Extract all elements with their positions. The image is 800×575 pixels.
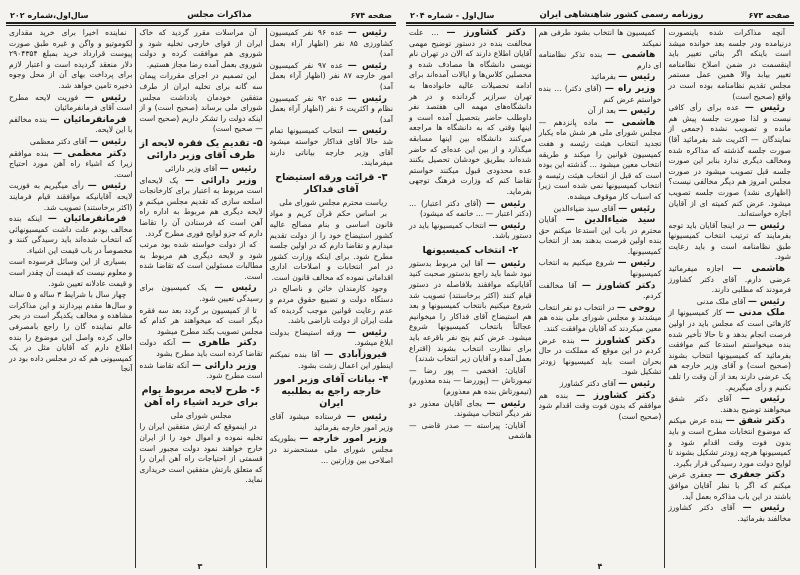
speaker-name: دکتر معظمی —: [53, 148, 127, 159]
paragraph-text: آقا بنده نمیکنم اینطور این اعمال زشت بشود.: [269, 350, 393, 370]
paragraph-text: در اینجا آقایان باید توجه بفرمایند که ترتیب انتخاب کمیسیونها طبق نظامنامه است و باید رعایت شود.: [668, 220, 791, 262]
section-heading: ۵- تقدیم یک فقره لایحه از طرف آقای وزیر دارائی: [139, 137, 263, 161]
speaker-name: فیروزآبادی —: [324, 350, 387, 361]
speaker-name: وزیر دارائی —: [192, 360, 257, 371]
speaker-name: وزیر دارائی —: [184, 175, 257, 186]
paragraph-text: که از دولت خواسته شده بود مرتب شود و لایحه دیگری هم مربوط به مطالبات مسئولین است که تقاضا شده است.: [139, 240, 263, 281]
left-page-header: [6, 6, 396, 20]
paragraph-text: بنده موافقم زیرا که اشیاء راه آهن مورد احتیاج است.: [9, 148, 133, 179]
right-page-number: ۴: [597, 562, 603, 571]
paragraph-text: بنده هم موافقم که بدون فوت وقت اقدام شود (صحیح است): [538, 390, 662, 421]
header-rule: [406, 22, 794, 26]
paragraph-text: آقای دکتر کشاورز: [559, 379, 616, 388]
text-column: [406, 28, 536, 568]
paragraph-text: آقای دکتر معظمی: [29, 136, 87, 146]
paragraph-text: انتخاب کمیسیونها تمام شد حالا آقای فداکار خواسته میشود آقای وزیر خارجه بیاناتی دارند میفرمایند.: [269, 126, 393, 168]
speaker-name: فرمانفرمائیان —: [50, 114, 127, 125]
paragraph-text: عده ۹۷ نفر کمیسیون امور خارجه ۸۷ نفر (اظهار آراء بعمل آمد): [269, 60, 393, 91]
paragraph: [9, 115, 132, 136]
left-page-number: ۳: [197, 562, 203, 571]
paragraph: [9, 214, 132, 256]
speaker-name: رئیس —: [486, 198, 526, 209]
speaker-name: رئیس —: [486, 398, 526, 409]
speaker-name: فرمانفرمائیان —: [47, 214, 127, 225]
paragraph: [668, 297, 791, 308]
speaker-name: رئیس —: [347, 93, 387, 104]
paragraph: [270, 284, 393, 326]
speaker-name: رئیس —: [488, 220, 526, 231]
speaker-name: هاشمی —: [607, 50, 656, 61]
paragraph: [9, 181, 132, 213]
paragraph-text: کار کمیسیونها از کارهائی است که مجلس باید در اولین فرصت انجام بدهد و تا حالا تأخیر شده بنده میخواستم استدعا کنم موافقت بفرمائید که کمیسیونها انتخاب بشوند (صحیح است) و آقای وزیر خارجه هم یک عرضی دارند بعد از آن وقت را تلف نکنیم و رأی میگیریم.: [668, 308, 791, 392]
paragraph: [9, 257, 132, 289]
paragraph-text: بعد از آن: [587, 106, 616, 116]
paragraph-text: بسیاری از این وسائل فرسوده است و معلوم نیست که قیمت آن چقدر است و قیمت عادلانه تعیین شود.: [9, 257, 133, 288]
paragraph-text: فرستاده میشود آقای وزیر امور خارجه بفرمائید: [269, 412, 393, 432]
speaker-name: رئیس —: [618, 106, 656, 117]
speaker-name: رئیس —: [89, 136, 127, 147]
paragraph: [409, 199, 532, 220]
paragraph-text: اجازه میفرمائید عرضی دارم. آقای دکتر کشاورز فرمودند که مطلبی دارند.: [668, 264, 791, 295]
paragraph: [668, 308, 791, 393]
paragraph: [668, 103, 791, 220]
paragraph-text: رأی میگیریم به فوریت لایحه آقایانیکه موافقند قیام فرمایند (اکثر برخاستند) تصویب شد.: [9, 181, 133, 212]
paragraph: [668, 264, 791, 296]
paragraph: [9, 137, 132, 148]
paragraph: [539, 281, 662, 302]
speaker-name: روحی —: [616, 302, 656, 313]
paragraph-text: چهار سال با شرایط ۳ ساله و ۵ ساله و سال‌ها مقدم بپردازند و این مذاکرات مشاهده و مخالف یکدیگر است در بحر عالم نماینده گان را راجع بامصرفی خالی کرده واصل این موضوع را بنده اطلاع دارم که آقایان مثل در یک کمیسیونی هم که در مجلس داده بود در آنجا: [9, 290, 133, 374]
speaker-name: رئیس —: [347, 60, 387, 71]
paragraph-text: اینکه بنده مخالف بودم علت داشت کمیسیونهائی که انتخاب شده‌اند باید رسیدگی کنند و مخصوصاً در باب قیمت این اشیاء.: [9, 214, 133, 255]
paragraph: [668, 221, 791, 263]
paragraph-text: یک کمیسیون برای رسیدگی تعیین شود.: [139, 283, 263, 304]
speaker-name: هاشمی —: [604, 117, 656, 128]
speaker-name: رئیس —: [740, 394, 785, 405]
paragraph-text: بنده عرض میکنم که موضوع انتخابات مطرح است و باید بدون فوت وقت اقدام شود و کمیسیونها هرچه زودتر تشکیل بشوند تا لوایح دولت مورد رسیدگی قرار بگیرد.: [668, 416, 791, 468]
paragraph-text: شروع میکنیم به انتخاب کمیسیونها: [538, 258, 662, 279]
paragraph-text: ورقه استیضاح بدولت ابلاغ میشود.: [269, 327, 393, 348]
paragraph-text: آقا این مربوط بدستور نبود شما باید راجع بدستور صحبت کنید آقایانیکه موافقند بلافاصله در دستور قیام کنند (اکثر برخاستند) تصویب شد شروع میکنیم بانتخاب کمیسیونها و بعد هم استیضاح آقای فداکار را میخوانیم عجالتاً بانتخاب کمیسیونها شروع میشود. عرض کنم پنج نفر باقرعه باید برای نظارت انتخاب بشوند (اقتراع بعمل آمده و آقایان زیر انتخاب شدند): [408, 258, 532, 364]
speaker-name: وزیر راه —: [604, 83, 656, 94]
page-label: صفحه ۶۷۳: [748, 11, 790, 20]
paragraph: [270, 198, 393, 209]
right-page: [400, 0, 800, 575]
newspaper-title: روزنامه رسمی کشور شاهنشاهی ایران: [539, 10, 704, 20]
speaker-name: ملک مدنی —: [725, 308, 786, 319]
paragraph: [539, 258, 662, 279]
speaker-name: دکتر کشاورز —: [580, 335, 656, 346]
paragraph: [668, 503, 791, 524]
paragraph: [139, 176, 262, 240]
text-column: [536, 28, 666, 568]
section-heading: ۲- انتخاب کمیسیونها: [422, 244, 519, 256]
paragraph: [139, 283, 262, 304]
speaker-name: رئیس —: [618, 379, 656, 389]
paragraph-text: مجلس شورای ملی: [170, 410, 232, 420]
speaker-name: وزیر امور خارجه —: [299, 434, 387, 445]
paragraph: [409, 421, 532, 442]
paragraph-text: آن مراسلات مقرر گردید که خاک ایران از قوای خارجی تخلیه شود و شوروی هم موافقت کرده و دولت شوروی بعمل آمده رضا مجاز هستیم.: [139, 28, 263, 69]
right-page-header: [406, 6, 794, 20]
paragraph: [270, 94, 393, 126]
paragraph: [270, 434, 393, 466]
paragraph-text: آقایان محترم در باب این استدعا میکنم حق بنده اولین فرصت بدهند بعد از انتخاب کمیسیونها.: [538, 215, 662, 256]
speaker-name: رئیس —: [347, 28, 387, 38]
paragraph: [539, 215, 662, 257]
speaker-name: سید ضیاءالدین —: [565, 215, 656, 226]
paragraph: [539, 50, 662, 71]
paragraph: [668, 28, 791, 102]
paragraph-text: آقا مخالفت کردم.: [538, 280, 662, 301]
speaker-name: رئیس —: [346, 412, 387, 423]
speaker-name: هاشمی —: [732, 264, 785, 275]
left-columns: [6, 28, 396, 568]
section-title: مذاکرات مجلس: [187, 10, 252, 20]
speaker-name: دکتر طاهری —: [181, 338, 257, 349]
paragraph-text: نماینده اخیرا برای خرید مقداری لکوموتیو و واگن و غیره طبق صورت پیوست قرارداد خرید بمبلغ ۲۹۰۴۳۵۴ دلار منعقد گردیده است و اعتبار لازم برای پرداخت بهای آن از محل وجوه ذخیره تامین خواهد شد.: [9, 28, 133, 90]
section-heading: ۴- بیانات آقای وزیر امور خارجه راجع به بطلبیه ایران: [274, 374, 389, 410]
paragraph: [539, 118, 662, 203]
paragraph: [539, 106, 662, 117]
section-heading: ۳- قرائت ورقه استیضاح آقای فداکار: [275, 171, 388, 195]
speaker-name: رئیس —: [219, 163, 257, 174]
paragraph: [139, 306, 262, 338]
paragraph: [409, 28, 532, 198]
paragraph-text: عده ۹۲ نفر کمیسیون نظام و اکثریت ۶ نفر (اظهار آراء بعمل آمد): [269, 93, 394, 124]
speaker-name: رئیس —: [84, 92, 127, 103]
issue-label: سال‌اول - شماره ۲۰۴: [410, 11, 495, 20]
speaker-name: دکتر کشاورز —: [446, 28, 526, 38]
paragraph-text: عده ۹۶ نفر کمیسیون کشاورزی ۸۵ نفر (اظهار آراء بعمل آمد): [269, 28, 393, 59]
paragraph-text: آنکه دولت تقاضا کرده است باید مطرح بشود: [139, 338, 263, 359]
paragraph: [539, 391, 662, 423]
paragraph: [409, 399, 532, 420]
speaker-name: دکتر جعفری —: [716, 470, 785, 481]
paragraph-text: آقایان: افخمی — پور رضا — تیمورتاش — (پوررضا — بنده معذورم) (تیمورتاش بنده هم معذورم): [408, 365, 532, 396]
paragraph: [539, 303, 662, 335]
paragraph: [539, 379, 662, 390]
paragraph-text: یک لایحه‌ای است مربوط به اعتبار برای کارخانجات اسلحه سازی که تقدیم مجلس میکنم و لایحه دیگری هم مربوط به اداره راه آهن است که فرستادن آن را تقاضا دارم که جزو لوایح فوری مطرح گردد.: [139, 175, 263, 238]
paragraph: [270, 126, 393, 168]
speaker-name: رئیس —: [87, 181, 127, 192]
paragraph-text: در انتخاب دو نفر انتخاب میشدند و مجلس شورای ملی بنده هم معین میکردند که آقایان موافقت کنند.: [538, 302, 662, 334]
header-rule: [6, 22, 396, 26]
paragraph: [668, 470, 791, 502]
paragraph: [409, 259, 532, 365]
paragraph-text: عده برای رأی کافی نیست و لذا صورت جلسه پیش هم مانده و تصویب نشده (جمعی از نمایندگان — اکثریت شد بفرمائید آقا) صورت جلسه گذشته که مذاکره شده ومخالف دیگری ندارد بنابر این صورت جلسه قبل تصویب میشود در صورت مجلس امروز هم دیگر مخالفی نیست؟ (اظهاری نشد) صورت جلسه تصویب میشود. عرض کنم کمیته ای از آقایان اجازه خواسته‌اند.: [668, 103, 791, 219]
speaker-name: رئیس —: [742, 503, 785, 514]
paragraph-text: انتخاب کمیسیونها باید در دستور باشد.: [408, 220, 532, 241]
paragraph: [139, 164, 262, 175]
paragraph-text: آقای دکتر شفق میخواهند توضیح بدهند.: [668, 394, 791, 414]
speaker-name: رئیس —: [618, 203, 656, 214]
paragraph: [270, 209, 393, 283]
paragraph: [539, 204, 662, 215]
text-column: [136, 28, 266, 568]
speaker-name: دکتر کشاورز —: [576, 390, 656, 401]
speaker-name: رئیس —: [347, 327, 387, 338]
paragraph: [539, 28, 662, 49]
paragraph-text: بفرمائید: [590, 72, 616, 82]
paragraph-text: (آقای دکتر اعتبار) ... (دکتر اعتبار — ... خاتمه که میشود): [408, 198, 532, 219]
speaker-name: رئیس —: [214, 283, 257, 294]
right-columns: [406, 28, 794, 568]
paragraph: [139, 422, 262, 486]
paragraph: [270, 61, 393, 93]
paragraph-text: آقای دکتر کشاورز مخالفند بفرمائید.: [668, 503, 791, 523]
paragraph-text: کمیسیون ها انتخاب بشود طرفی هم نمیکند: [538, 28, 662, 48]
speaker-name: رئیس —: [486, 258, 526, 269]
paragraph: [270, 350, 393, 371]
text-column: [6, 28, 136, 568]
paragraph-text: فوریت لایحه مطرح است آقای فرمانفرمائیان: [9, 92, 133, 113]
paragraph-text: بنده عرض کردم در این موقع که مملکت در حال بحران است باید کمیسیونها زودتر تشکیل شود.: [538, 335, 662, 377]
paragraph: [409, 366, 532, 398]
paragraph-text: وجود کارمندان خائن و ناصالح در دستگاه دولت و تضییع حقوق مردم و عدم رعایت قوانین موجب گردیده که ملت ایران از دولت ناراضی باشد.: [269, 284, 393, 326]
speaker-name: رئیس —: [348, 126, 387, 137]
paragraph: [270, 412, 393, 433]
paragraph: [139, 338, 262, 359]
paragraph-text: ریاست محترم مجلس شورای ملی: [279, 197, 387, 207]
paragraph-text: بنده تذکر نظامنامه ای دارم: [538, 50, 662, 70]
paragraph: [539, 84, 662, 105]
paragraph-text: آقای وزیر دارائی: [164, 163, 218, 173]
paragraph-text: در اینموقع که ارتش متفقین ایران را تخلیه نموده و اموال خود را از ایران خارج خواهند نمود دولت مجبور است قسمتی از احتیاجات راه آهن ایران را که متعلق بارتش متفقین است خریداری نماید.: [139, 422, 263, 485]
paragraph-text: بجای آقایان معذور دو نفر دیگر انتخاب میشوند.: [408, 398, 532, 419]
speaker-name: دکتر کشاورز —: [581, 280, 656, 291]
paragraph: [9, 28, 132, 92]
speaker-name: دکتر شفق —: [725, 416, 785, 427]
paragraph: [539, 336, 662, 378]
page-label: صفحه ۶۷۴: [350, 11, 392, 20]
paragraph-text: ... علت مخالفت بنده در دستور توضیح مهمی آقایان اطلاع دارند که الان در تهران نام نویسی دانشگاه ها مصادف شده و محصلین کلاس‌ها و ایالات آمده‌اند برای ادامه تحصیلات عالیه خانواده‌ها به تهران سرازیر گردانده و در هر دانشگاه‌های مهمه الی هفتصد نفر داوطلب حاضر بتحصیل آمده است و اینها وقتی که به دانشگاه ها مراجعه می‌کنند دانشگاه بین اینها مسابقه میگذارد و از بین این عده‌ای که حاضر شده‌اند بطریق خودشان تحصیل بکنند عده محدودی قبول میکنند خواستم تقاضا کنم که وزارت فرهنگ توجهی بفرماید.: [408, 28, 532, 196]
paragraph-text: بطوریکه مجلس شورای ملی مستحضرند در اصلاحی بین وزارتین ...: [269, 434, 393, 465]
paragraph: [139, 361, 262, 382]
speaker-name: رئیس —: [747, 220, 785, 231]
paragraph-text: آنکه تقاضا شده است مطرح شود.: [139, 360, 263, 381]
paragraph-text: تا از کمیسیون بر گردد بعد سه فقره دیگر است که میخواهند هر کدام که مجلس تصویب بکند مطرح میشود: [139, 305, 263, 336]
paragraph: [270, 328, 393, 349]
paragraph: [668, 416, 791, 469]
paragraph-text: بنده مخالفم با این لایحه.: [9, 114, 133, 135]
paragraph-text: آقایان: پیراسته — صدر قاضی — هاشمی: [408, 420, 532, 441]
text-column: [665, 28, 794, 568]
paragraph-text: بر اساس حکم قرآن کریم و مواد قانون اساسی و بنام مصالح عالیه کشور استیضاح خود را از دولت تقدیم میدارم و تقاضا دارم که در اولین جلسه مطرح شود. برای اینکه وزارت کشور در امر انتخابات و اصلاحات اداری اقداماتی نموده که مخالف قانون است.: [269, 209, 393, 282]
paragraph: [139, 240, 262, 282]
speaker-name: رئیس —: [747, 296, 785, 307]
paragraph: [9, 93, 132, 114]
paragraph: [539, 72, 662, 83]
paragraph: [139, 71, 262, 135]
paragraph: [409, 221, 532, 242]
text-column: [267, 28, 396, 568]
issue-label: سال‌اول،شماره ۲۰۲: [10, 11, 89, 20]
paragraph: [139, 411, 262, 422]
paragraph-text: آنچه مذاکرات شده باینصورت درنیامده ودر جلسه بعد خوانده میشد است باینکه اگر بنائی تغییر باید اینقسمت در ضمن اصلاح نظامنامه تغییر بیابد والا همین عمل مستمر مجلس تقدیم نظامنامه بوده است در واقع (صحیح است): [668, 28, 791, 101]
paragraph-text: ماده پانزدهم — مجلس شورای ملی هر شش ماه یکبار تجدید انتخاب هیئت رئیسه و هفت کمیسیون قوانین را میکند و طریقه انتخاب معین میشود ... گذشته این بوده است که قبل از انتخاب هیئت رئیسه و انتخاب کمیسیونها نمی شده است زیرا که اسباب کار موقوف میشده.: [538, 117, 662, 201]
paragraph: [9, 290, 132, 375]
paragraph-text: آقای ملک مدنی: [696, 296, 746, 306]
speaker-name: رئیس —: [618, 72, 656, 83]
paragraph: [9, 149, 132, 181]
paragraph-text: (آقای دکتر) ... بنده خواستم عرض کنم: [538, 83, 662, 104]
paragraph-text: جعفری عرض میکنم که اگر با نظر آقایان موافق باشند در این باب مذاکره بعمل آید.: [668, 470, 791, 501]
speaker-name: رئیس —: [617, 258, 656, 269]
section-heading: ۶- طرح لایحه مربوط بوام برای خرید اشیاء راه آهن: [141, 384, 261, 408]
paragraph: [139, 28, 262, 70]
paragraph: [668, 394, 791, 415]
speaker-name: رئیس —: [744, 103, 786, 114]
paragraph-text: این تصمیم در اجرای مقررات پیمان سه گانه برای تخلیه ایران از طرف متفقین خودمان یادداشت مجلس شورای ملی برساند (صحیح است) و از اینکه دولت را تشکر داریم (صحیح است — صحیح است): [139, 71, 263, 134]
paragraph-text: آقای سید ضیاءالدین: [553, 203, 616, 213]
paragraph: [270, 28, 393, 60]
